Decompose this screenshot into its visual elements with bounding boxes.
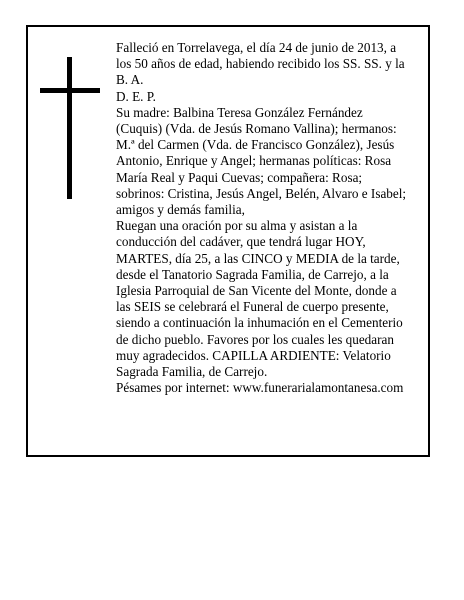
notice-line: Pésames por internet: www.funerarialamontanesa.com — [116, 380, 404, 396]
notice-line: desde el Tanatorio Sagrada Familia, de Carrejo, a la — [116, 266, 389, 282]
notice-line: Su madre: Balbina Teresa González Fernández — [116, 104, 363, 120]
notice-line: D. E. P. — [116, 88, 156, 104]
notice-line: muy agradecidos. CAPILLA ARDIENTE: Velatorio — [116, 347, 391, 363]
notice-line: MARTES, día 25, a las CINCO y MEDIA de la tarde, — [116, 250, 400, 266]
notice-line: de dicho pueblo. Favores por los cuales les quedaran — [116, 331, 394, 347]
cross-icon — [40, 57, 100, 199]
notice-line: sobrinos: Cristina, Jesús Angel, Belén, Alvaro e Isabel; — [116, 185, 407, 201]
notice-line: Falleció en Torrelavega, el día 24 de junio de 2013, a — [116, 40, 397, 55]
notice-line: los 50 años de edad, habiendo recibido los SS. SS. y la — [116, 56, 405, 72]
obituary-notice — [26, 25, 430, 457]
notice-text — [116, 40, 422, 396]
cross-horizontal-bar — [40, 88, 100, 93]
notice-line: María Real y Paqui Cuevas; compañera: Rosa; — [116, 169, 363, 185]
notice-line: siendo a continuación la inhumación en el Cementerio — [116, 315, 403, 331]
notice-line: Ruegan una oración por su alma y asistan a la — [116, 218, 358, 234]
notice-line: B. A. — [116, 72, 144, 88]
notice-line: Sagrada Familia, de Carrejo. — [116, 364, 268, 380]
notice-line: las SEIS se celebrará el Funeral de cuerpo presente, — [116, 299, 389, 315]
notice-line: Iglesia Parroquial de San Vicente del Monte, donde a — [116, 283, 397, 299]
cross-vertical-bar — [67, 57, 72, 199]
notice-line: amigos y demás familia, — [116, 202, 245, 218]
notice-line: conducción del cadáver, que tendrá lugar HOY, — [116, 234, 366, 250]
notice-line: M.ª del Carmen (Vda. de Francisco González), Jesús — [116, 137, 395, 153]
notice-line: Antonio, Enrique y Angel; hermanas políticas: Rosa — [116, 153, 392, 169]
notice-line: (Cuquis) (Vda. de Jesús Romano Vallina); hermanos: — [116, 121, 397, 137]
